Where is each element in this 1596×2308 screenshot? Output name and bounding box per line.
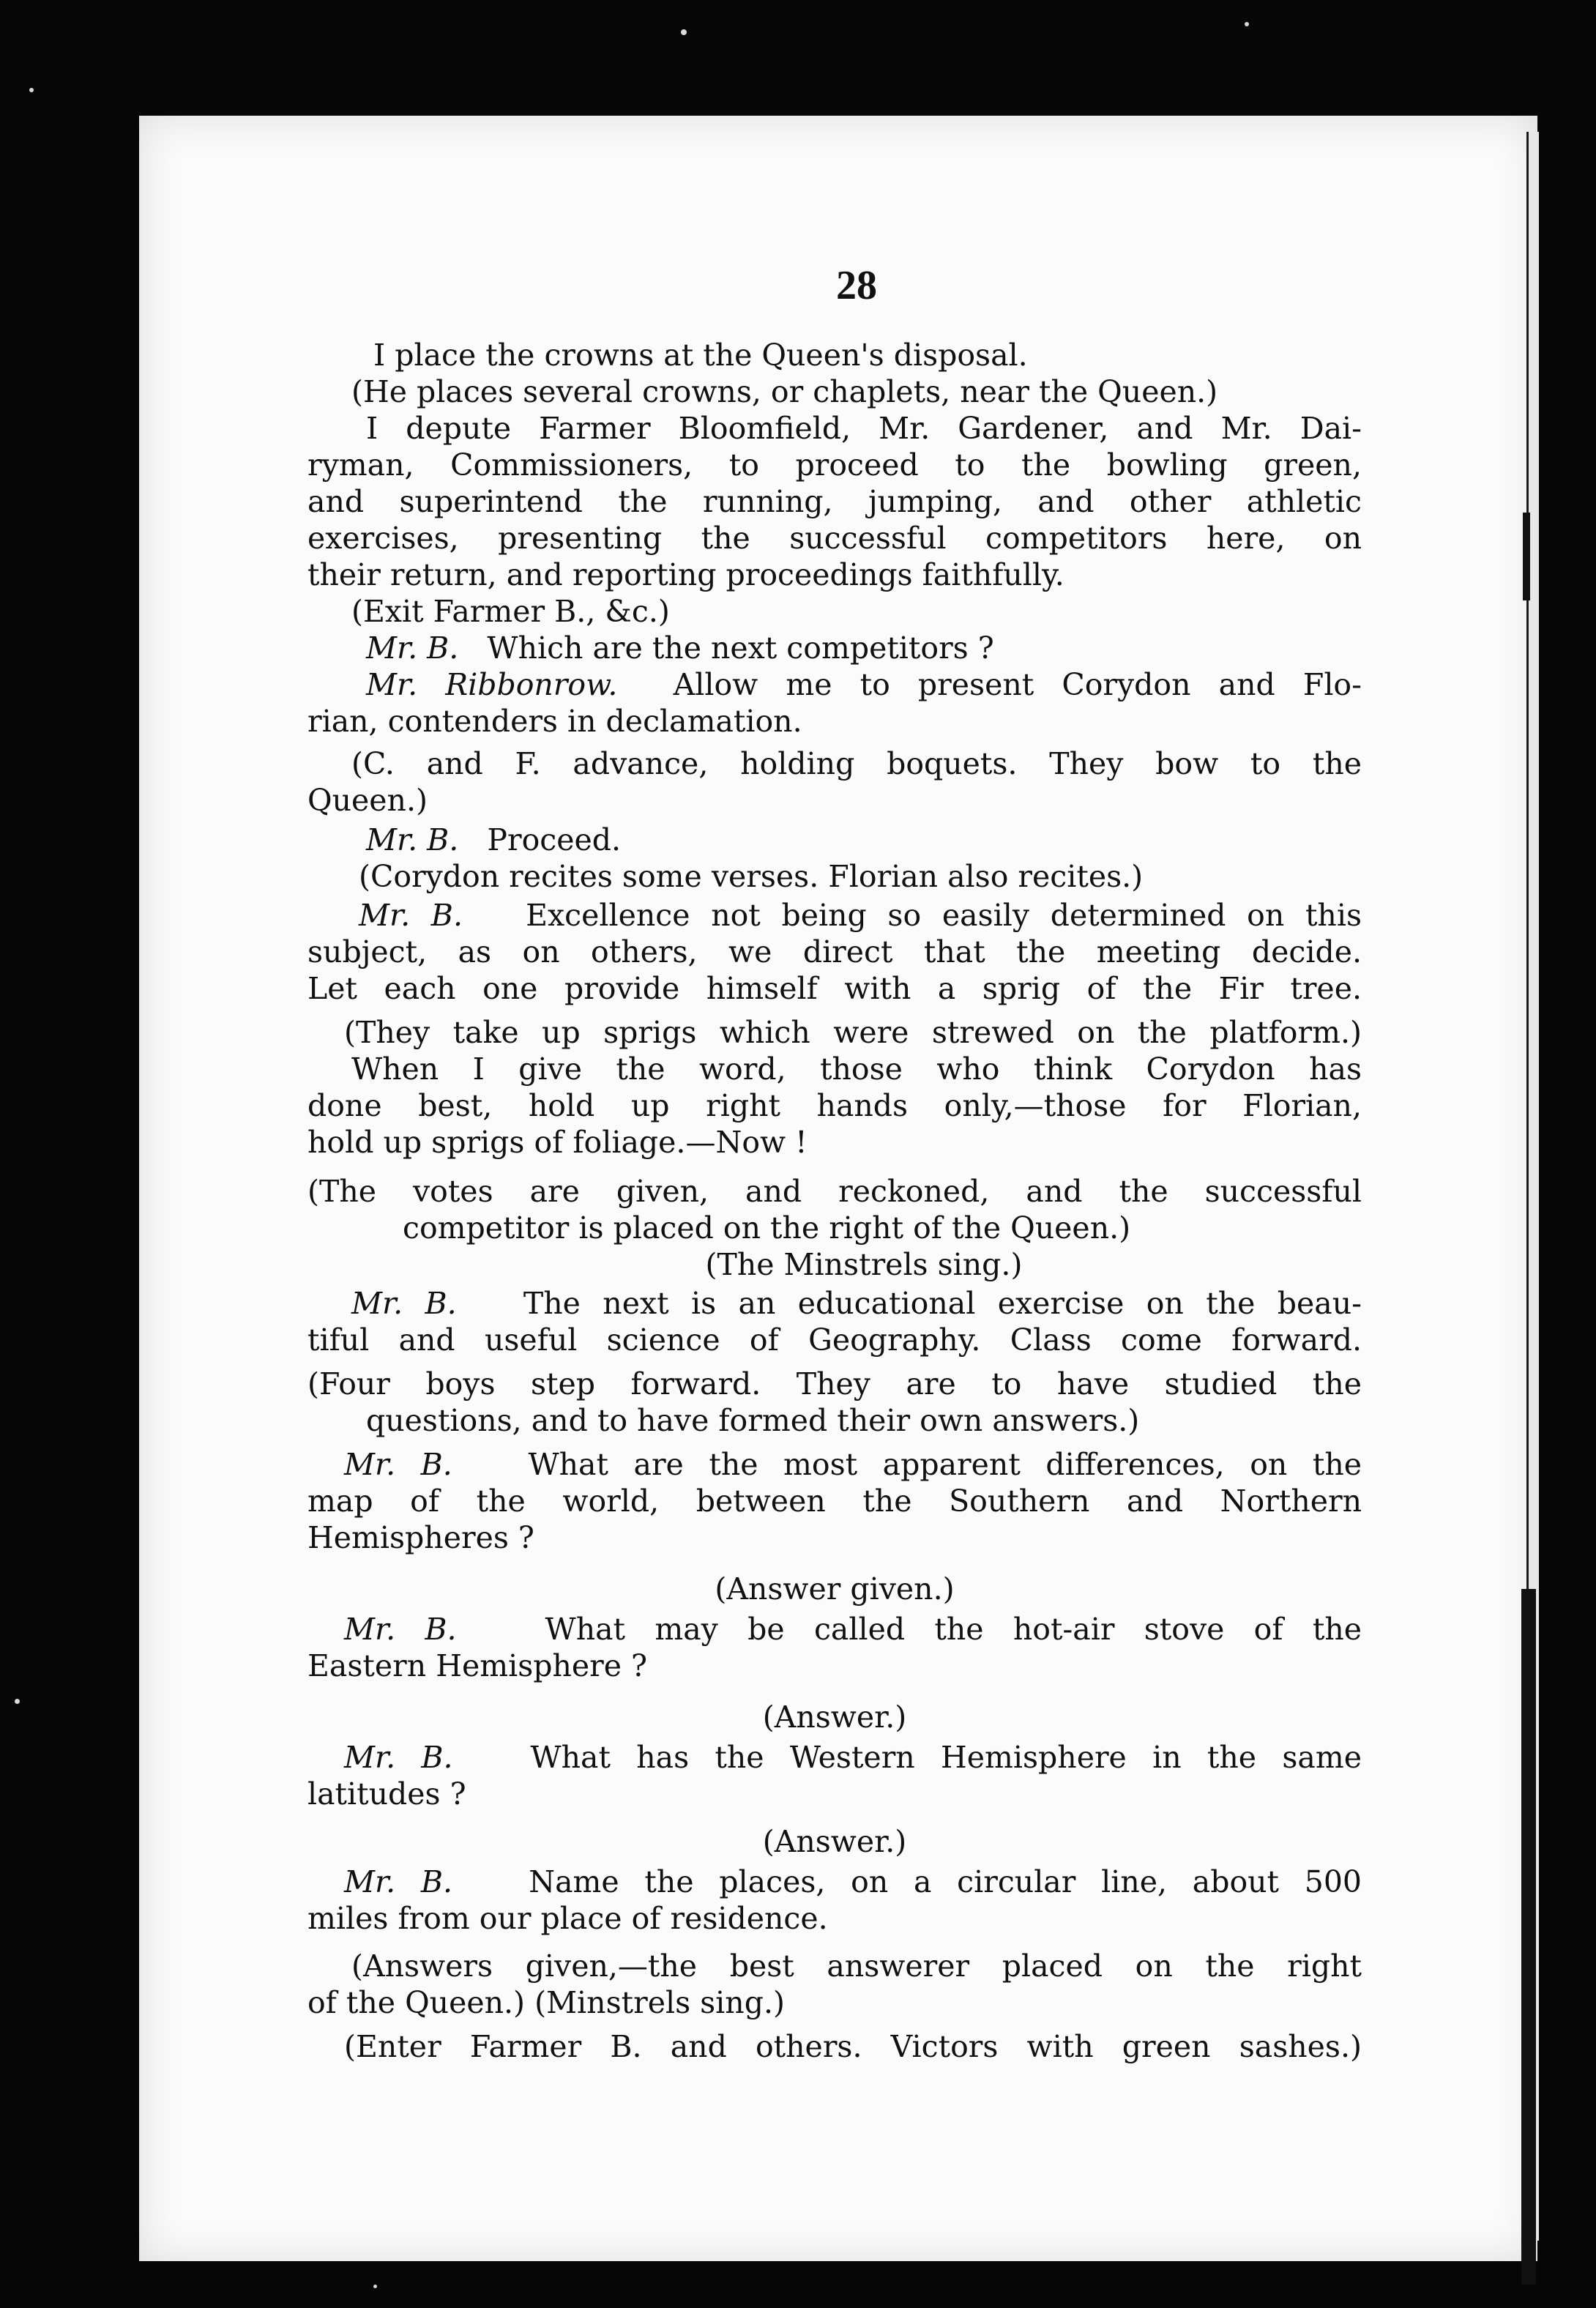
text-line: Mr. Ribbonrow. Allow me to present Corydon and Flo- <box>366 667 1362 702</box>
text-line: (Answer.) <box>762 1824 907 1859</box>
speaker-label: Mr. B. <box>344 1740 453 1775</box>
text-line: exercises, presenting the successful competitors here, on <box>307 521 1362 556</box>
text-line: (Corydon recites some verses. Florian also recites.) <box>359 859 1144 894</box>
text-line: I place the crowns at the Queen's disposal. <box>373 338 1028 373</box>
text-line: tiful and useful science of Geography. Class come forward. <box>307 1322 1362 1358</box>
text-line: (Answer given.) <box>715 1571 955 1607</box>
text-line: of the Queen.) (Minstrels sing.) <box>307 1985 785 2020</box>
speaker-label: Mr. B. <box>366 630 459 666</box>
speaker-label: Mr. Ribbonrow. <box>366 667 618 702</box>
text-line: Mr. B. Name the places, on a circular line, about 500 <box>344 1864 1362 1899</box>
text-line: (Four boys step forward. They are to have studied the <box>307 1366 1362 1401</box>
text-line: Mr. B. What are the most apparent differences, on the <box>344 1447 1362 1482</box>
text-line: (Answers given,—the best answerer placed on the right <box>351 1948 1362 1984</box>
text-line: subject, as on others, we direct that the meeting decide. <box>307 934 1362 969</box>
text-line: questions, and to have formed their own answers.) <box>366 1403 1140 1438</box>
speaker-label: Mr. B. <box>344 1612 457 1647</box>
speaker-label: Mr. B. <box>344 1864 453 1899</box>
text-line: (The Minstrels sing.) <box>705 1247 1023 1282</box>
text-line: (The votes are given, and reckoned, and the successful <box>307 1174 1362 1209</box>
text-line: rian, contenders in declamation. <box>307 704 802 739</box>
text-line: (They take up sprigs which were strewed on the platform.) <box>344 1015 1362 1050</box>
text-line: Mr. B. Excellence not being so easily determined on this <box>359 898 1362 933</box>
text-line: When I give the word, those who think Corydon has <box>351 1051 1362 1087</box>
text-line: (Exit Farmer B., &c.) <box>351 594 670 629</box>
scan-speck <box>373 2285 377 2288</box>
text-line: I depute Farmer Bloomfield, Mr. Gardener, and Mr. Dai- <box>366 411 1362 446</box>
text-line: miles from our place of residence. <box>307 1901 828 1936</box>
text-line: Mr. B. Proceed. <box>366 822 622 857</box>
text-line: their return, and reporting proceedings faithfully. <box>307 557 1064 592</box>
scan-speck <box>29 88 34 92</box>
text-line: Mr. B. What may be called the hot-air stove of the <box>344 1612 1362 1647</box>
text-line: Mr. B. Which are the next competitors ? <box>366 630 994 666</box>
speaker-label: Mr. B. <box>359 898 463 933</box>
text-line: Eastern Hemisphere ? <box>307 1648 648 1683</box>
text-line: Mr. B. The next is an educational exercise on the beau- <box>351 1286 1362 1321</box>
edge-mark <box>1521 1589 1536 2285</box>
text-line: Queen.) <box>307 783 428 818</box>
text-line: Mr. B. What has the Western Hemisphere in the same <box>344 1740 1362 1775</box>
text-line: done best, hold up right hands only,—those for Florian, <box>307 1088 1362 1123</box>
speaker-label: Mr. B. <box>366 822 459 857</box>
text-line: (Enter Farmer B. and others. Victors with green sashes.) <box>344 2029 1362 2064</box>
text-line: (C. and F. advance, holding boquets. They bow to the <box>351 746 1362 781</box>
edge-mark <box>1523 513 1530 600</box>
scan-speck <box>681 29 687 35</box>
text-line: latitudes ? <box>307 1776 466 1812</box>
text-line: map of the world, between the Southern and Northern <box>307 1484 1362 1519</box>
text-line: and superintend the running, jumping, and other athletic <box>307 484 1362 519</box>
text-line: (Answer.) <box>762 1700 907 1735</box>
scan-speck <box>1245 22 1249 26</box>
text-line: hold up sprigs of foliage.—Now ! <box>307 1125 808 1160</box>
page-number: 28 <box>836 263 877 308</box>
text-line: Let each one provide himself with a sprig of the Fir tree. <box>307 971 1362 1006</box>
speaker-label: Mr. B. <box>344 1447 452 1482</box>
speaker-label: Mr. B. <box>351 1286 457 1321</box>
text-line: (He places several crowns, or chaplets, near the Queen.) <box>351 374 1218 409</box>
text-line: Hemispheres ? <box>307 1520 534 1555</box>
scan-speck <box>15 1699 20 1704</box>
text-line: ryman, Commissioners, to proceed to the bowling green, <box>307 447 1362 483</box>
text-line: competitor is placed on the right of the Queen.) <box>403 1210 1131 1246</box>
